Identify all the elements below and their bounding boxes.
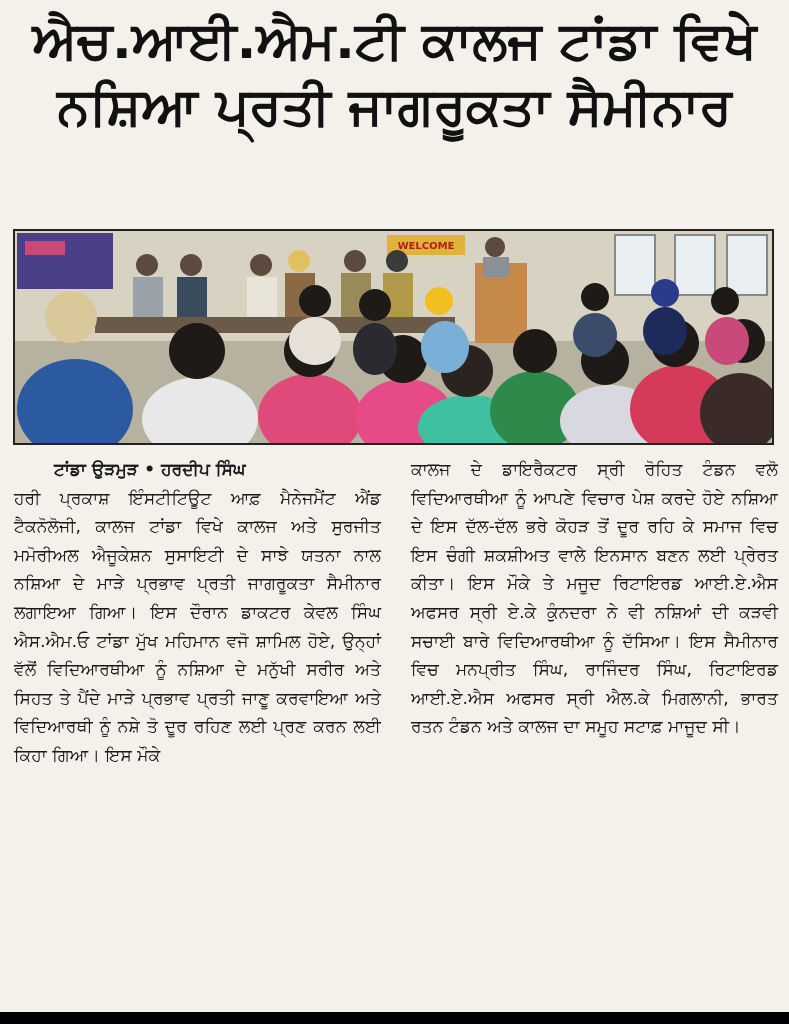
headline-line-1: ਐਚ.ਆਈ.ਐਮ.ਟੀ ਕਾਲਜ ਟਾਂਡਾ ਵਿਖੇ — [32, 11, 757, 71]
bottom-edge-bar — [0, 1012, 789, 1024]
headline — [18, 8, 771, 140]
seminar-photo-illustration — [15, 231, 772, 443]
article-column-1 — [14, 456, 381, 986]
article-body — [14, 456, 778, 986]
welcome-banner-text: WELCOME — [397, 241, 455, 252]
article-column-2 — [411, 456, 778, 986]
article-photo — [13, 229, 774, 445]
headline-line-2: ਨਸ਼ਿਆ ਪ੍ਰਤੀ ਜਾਗਰੂਕਤਾ ਸੈਮੀਨਾਰ — [57, 77, 732, 137]
dateline: ਟਾਂਡਾ ਉੜਮੁੜ • ਹਰਦੀਪ ਸਿੰਘ — [54, 460, 246, 480]
column-1-text: ਹਰੀ ਪ੍ਰਕਾਸ਼ ਇੰਸਟੀਟਿਊਟ ਆਫ਼ ਮੈਨੇਜਮੈਂਟ ਐਂਡ ਟੈਕਨੋਲੋਜੀ, ਕਾਲਜ ਟਾਂਡਾ ਵਿਖੇ ਕਾਲਜ ਅਤੇ ਸੁਰਜੀਤ ਮਮੋਰੀਅਲ ਐਜੂਕੇਸ਼ਨ ਸੁਸਾਇਟੀ ਦੇ ਸਾਝੇ ਯਤਨਾ ਨਾਲ ਨਸ਼ਿਆ ਦੇ ਮਾੜੇ ਪ੍ਰਭਾਵ ਪ੍ਰਤੀ ਜਾਗਰੂਕਤਾ ਸੈਮੀਨਾਰ ਲਗਾਇਆ ਗਿਆ। ਇਸ ਦੌਰਾਨ ਡਾਕਟਰ ਕੇਵਲ ਸਿੰਘ ਐਸ.ਐਮ.ਓ ਟਾਂਡਾ ਮੁੱਖ ਮਹਿਮਾਨ ਵਜੋ ਸ਼ਾਮਿਲ ਹੋਏ, ਉਨ੍ਹਾਂ ਵੱਲੋਂ ਵਿਦਿਆਰਥੀਆ ਨੂੰ ਨਸ਼ਿਆ ਦੇ ਮਨੁੱਖੀ ਸਰੀਰ ਅਤੇ ਸਿਹਤ ਤੇ ਪੈਂਦੇ ਮਾੜੇ ਪ੍ਰਭਾਵ ਪ੍ਰਤੀ ਜਾਣੂ ਕਰਵਾਇਆ ਅਤੇ ਵਿਦਿਆਰਥੀ ਨੂੰ ਨਸ਼ੇ ਤੋ ਦੂਰ ਰਹਿਣ ਲਈ ਪ੍ਰਣ ਕਰਨ ਲਈ ਕਿਹਾ ਗਿਆ। ਇਸ ਮੌਕੇ — [14, 488, 381, 766]
head-table — [95, 317, 455, 333]
column-2-text: ਕਾਲਜ ਦੇ ਡਾਇਰੈਕਟਰ ਸ੍ਰੀ ਰੋਹਿਤ ਟੰਡਨ ਵਲੋ ਵਿਦਿਆਰਥੀਆ ਨੂੰ ਆਪਣੇ ਵਿਚਾਰ ਪੇਸ਼ ਕਰਦੇ ਹੋਏ ਨਸ਼ਿਆ ਦੇ ਇਸ ਦੱਲ-ਦੱਲ ਭਰੇ ਕੋਹੜ ਤੋਂ ਦੂਰ ਰਹਿ ਕੇ ਸਮਾਜ ਵਿਚ ਇਸ ਚੰਗੀ ਸ਼ਕਸ਼ੀਅਤ ਵਾਲੇ ਇਨਸਾਨ ਬਣਨ ਲਈ ਪ੍ਰੇਰਤ ਕੀਤਾ। ਇਸ ਮੌਕੇ ਤੇ ਮਜੂਦ ਰਿਟਾਇਰਡ ਆਈ.ਏ.ਐਸ ਅਫਸਰ ਸ੍ਰੀ ਏ.ਕੇ ਕੁੰਨਦਰਾ ਨੇ ਵੀ ਨਸ਼ਿਆਂ ਦੀ ਕੜਵੀ ਸਚਾਈ ਬਾਰੇ ਵਿਦਿਆਰਥੀਆ ਨੂੰ ਦੱਸਿਆ। ਇਸ ਸੈਮੀਨਾਰ ਵਿਚ ਮਨਪ੍ਰੀਤ ਸਿੰਘ, ਰਾਜਿੰਦਰ ਸਿੰਘ, ਰਿਟਾਇਰਡ ਆਈ.ਏ.ਐਸ ਅਫਸਰ ਸ੍ਰੀ ਐਲ.ਕੇ ਮਿਗਲਾਨੀ, ਭਾਰਤ ਰਤਨ ਟੰਡਨ ਅਤੇ ਕਾਲਜ ਦਾ ਸਮੂਹ ਸਟਾਫ਼ ਮਾਜੂਦ ਸੀ। — [411, 460, 778, 738]
